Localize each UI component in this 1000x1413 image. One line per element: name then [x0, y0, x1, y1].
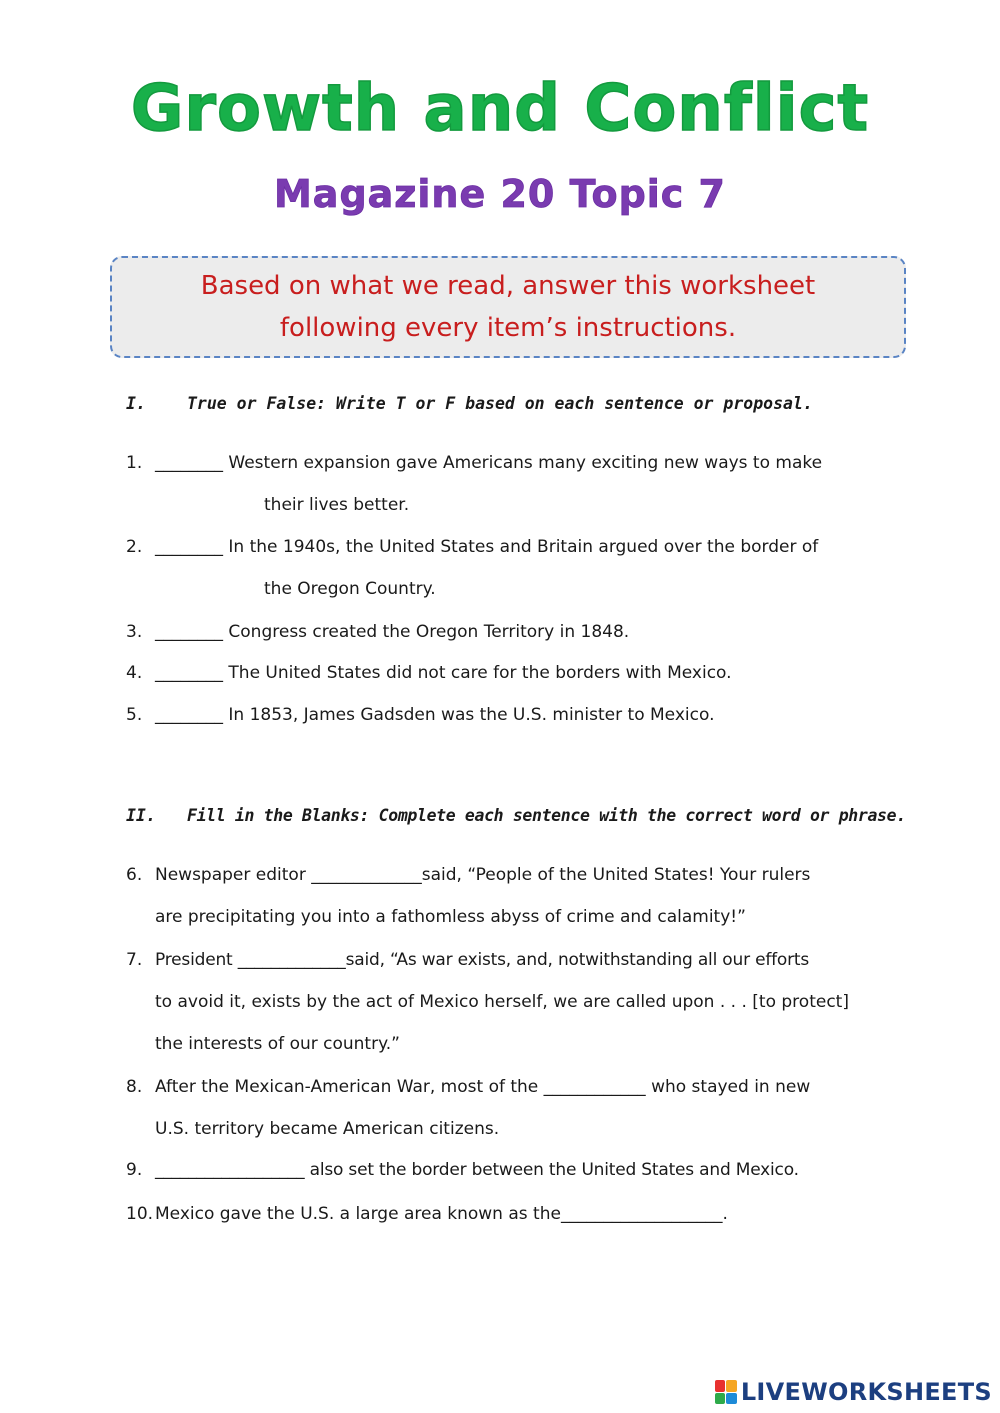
list-item: [126, 865, 810, 885]
list-item: [126, 453, 822, 473]
liveworksheets-logo-icon: [715, 1380, 737, 1404]
item-text: The United States did not care for the borders with Mexico.: [228, 663, 732, 683]
answer-blank[interactable]: ________: [155, 705, 223, 725]
list-item: [126, 663, 732, 683]
item-text: In the 1940s, the United States and Britain argued over the border of: [228, 537, 819, 557]
item-text[interactable]: Mexico gave the U.S. a large area known as the___________________.: [155, 1204, 728, 1224]
item-number: 8.: [126, 1077, 143, 1097]
item-text[interactable]: After the Mexican-American War, most of the ____________ who stayed in new: [155, 1077, 811, 1097]
list-item: [126, 705, 714, 725]
list-item: [126, 950, 809, 970]
answer-blank[interactable]: ________: [155, 622, 223, 642]
item-text-continued: the interests of our country.”: [155, 1034, 400, 1054]
section-1-heading-text: True or False: Write T or F based on each sentence or proposal.: [187, 394, 813, 413]
section-2-heading: [126, 806, 906, 825]
item-number: 10.: [126, 1204, 154, 1224]
item-number: 7.: [126, 950, 143, 970]
item-number: 9.: [126, 1160, 143, 1180]
worksheet-title: Growth and Conflict: [130, 72, 870, 146]
instructions-line-1: Based on what we read, answer this worksheet: [200, 271, 816, 301]
liveworksheets-logo: [715, 1378, 992, 1406]
item-number: 6.: [126, 865, 143, 885]
answer-blank[interactable]: ________: [155, 663, 223, 683]
item-text[interactable]: __________________ also set the border between the United States and Mexico.: [155, 1160, 799, 1180]
item-text-continued: to avoid it, exists by the act of Mexico herself, we are called upon . . . [to protect]: [155, 992, 849, 1012]
item-number: 3.: [126, 622, 143, 642]
section-2-numeral: II.: [126, 806, 156, 825]
item-text-continued: U.S. territory became American citizens.: [155, 1119, 500, 1139]
brand-name: LIVEWORKSHEETS: [740, 1378, 992, 1406]
item-text-continued: their lives better.: [264, 495, 410, 515]
section-1-heading: [126, 394, 813, 413]
list-item: [126, 1204, 728, 1224]
item-text[interactable]: Newspaper editor _____________said, “People of the United States! Your rulers: [155, 865, 811, 885]
list-item: [126, 1160, 799, 1180]
item-text[interactable]: President _____________said, “As war exists, and, notwithstanding all our efforts: [155, 950, 810, 970]
logo-square-icon: [726, 1380, 737, 1392]
item-text: Western expansion gave Americans many exciting new ways to make: [228, 453, 823, 473]
item-text-continued: the Oregon Country.: [264, 579, 436, 599]
instructions-box: [110, 256, 906, 358]
list-item: [126, 537, 818, 557]
item-number: 2.: [126, 537, 143, 557]
instructions-line-2: following every item’s instructions.: [279, 313, 737, 343]
item-number: 4.: [126, 663, 143, 683]
logo-square-icon: [715, 1380, 726, 1392]
item-number: 5.: [126, 705, 143, 725]
section-2-heading-text: Fill in the Blanks: Complete each sentence with the correct word or phrase.: [187, 806, 906, 825]
answer-blank[interactable]: ________: [155, 453, 223, 473]
section-1-numeral: I.: [126, 394, 146, 413]
item-text: Congress created the Oregon Territory in 1848.: [228, 622, 630, 642]
list-item: [126, 622, 629, 642]
logo-square-icon: [715, 1393, 726, 1405]
item-text: In 1853, James Gadsden was the U.S. minister to Mexico.: [228, 705, 715, 725]
item-text-continued: are precipitating you into a fathomless abyss of crime and calamity!”: [155, 907, 746, 927]
item-number: 1.: [126, 453, 143, 473]
logo-square-icon: [726, 1393, 737, 1405]
answer-blank[interactable]: ________: [155, 537, 223, 557]
worksheet-subtitle: Magazine 20 Topic 7: [273, 172, 726, 216]
list-item: [126, 1077, 810, 1097]
